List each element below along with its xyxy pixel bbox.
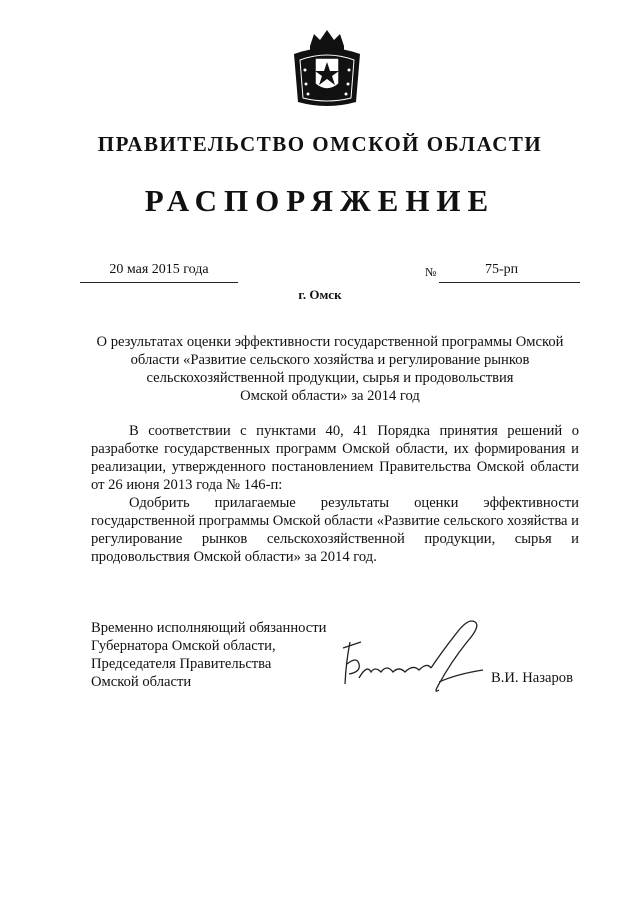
document-date: 20 мая 2015 года [80, 262, 238, 283]
position-line: Председателя Правительства [91, 656, 272, 672]
title-line: Омской области» за 2014 год [240, 388, 420, 404]
document-number: 75-рп [485, 262, 519, 277]
position-line: Губернатора Омской области, [91, 638, 276, 654]
signatory-position [91, 619, 351, 691]
coat-of-arms-emblem [290, 28, 364, 112]
document-city: г. Омск [298, 287, 342, 302]
handwritten-signature [335, 612, 495, 697]
number-sign: № [425, 265, 437, 279]
title-line: О результатах оценки эффективности государственной программы Омской [96, 334, 564, 350]
document-number-field [425, 262, 580, 282]
position-line: Омской области [91, 674, 192, 690]
title-line: области «Развитие сельского хозяйства и регулирование рынков [130, 352, 530, 368]
document-title [80, 333, 580, 405]
body-paragraph-1: В соответствии с пунктами 40, 41 Порядка принятия решений о разработке государственных программ Омской области, их формирования и реализации, утвержденного постановлением Правительства Омской области от 26 июня 2013 года № 146-п: [91, 423, 579, 493]
body-paragraph-2: Одобрить прилагаемые результаты оценки эффективности государственной программы Омской области «Развитие сельского хозяйства и регулирование рынков сельскохозяйственной продукции, сырья и продовольствия Омской области» за 2014 год. [91, 495, 579, 565]
number-underline [439, 262, 580, 283]
title-line: сельскохозяйственной продукции, сырья и продовольствия [146, 370, 514, 386]
document-type-heading: РАСПОРЯЖЕНИЕ [144, 183, 496, 218]
organization-heading: ПРАВИТЕЛЬСТВО ОМСКОЙ ОБЛАСТИ [97, 132, 543, 156]
position-line: Временно исполняющий обязанности [91, 620, 327, 636]
signer-name: В.И. Назаров [491, 670, 573, 686]
document-body [91, 422, 579, 566]
